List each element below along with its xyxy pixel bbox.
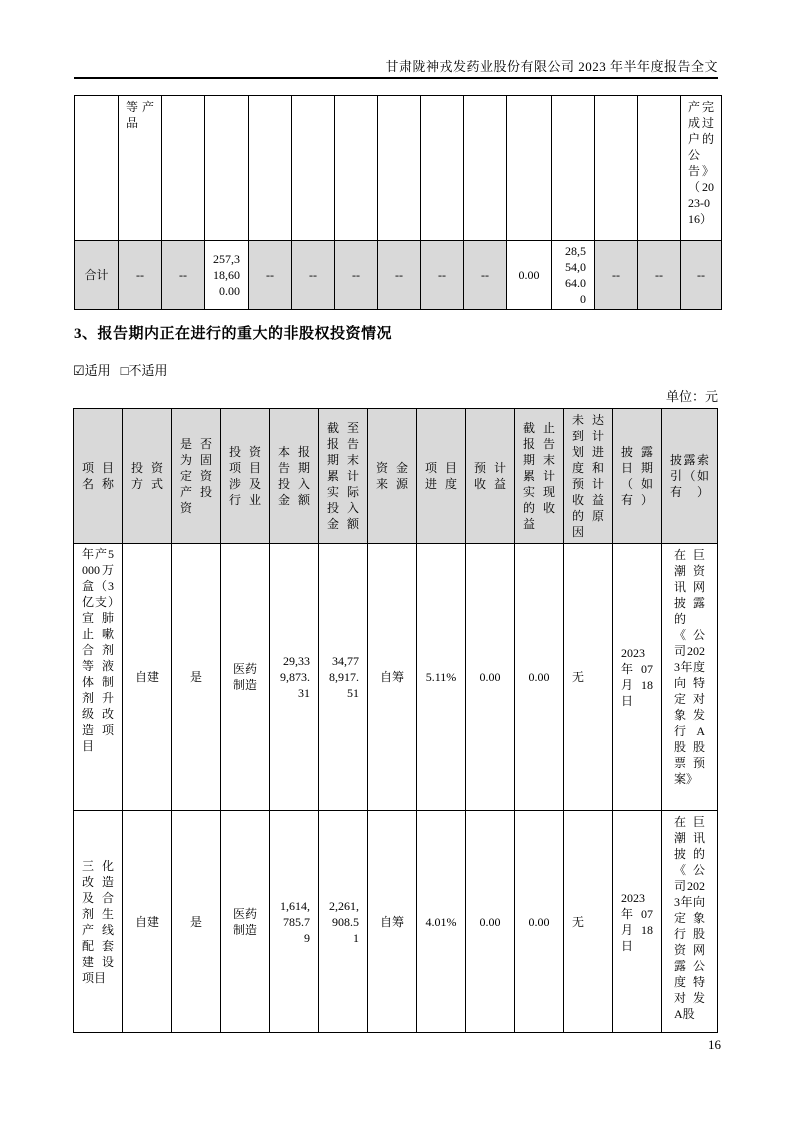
- investment-table: [73, 408, 718, 1033]
- table-cell: 自建: [123, 811, 172, 1033]
- table-cell: --: [421, 241, 464, 310]
- table-cell: --: [335, 241, 378, 310]
- table-cell: --: [162, 241, 205, 310]
- col-header-period-amount: 本报告期投入金额: [270, 409, 319, 544]
- table-cell: [162, 96, 205, 241]
- table-cell: --: [638, 241, 681, 310]
- page-number: 16: [708, 1037, 721, 1052]
- table-row: [75, 96, 722, 241]
- table-cell: 在巨潮资讯网披露的《公司2023年度向特定对象发行A股股票预案》: [662, 544, 718, 811]
- table-cell: [507, 96, 552, 241]
- table-cell: [421, 96, 464, 241]
- table-cell: --: [464, 241, 507, 310]
- table-cell: [378, 96, 421, 241]
- not-applicable-checkbox: □不适用: [120, 363, 168, 378]
- table-cell: 4.01%: [417, 811, 466, 1033]
- table-cell: 年产5000万盒（3亿支）宣肺止嗽合剂等液体制剂升级改造项目: [74, 544, 123, 811]
- header-rule: [74, 77, 718, 79]
- col-header-investment-method: 投资方式: [123, 409, 172, 544]
- table-cell: --: [595, 241, 638, 310]
- table-cell: [205, 96, 249, 241]
- table-cell: --: [119, 241, 162, 310]
- table-cell: 34,778,917.51: [319, 544, 368, 811]
- table-cell: 1,614,785.79: [270, 811, 319, 1033]
- report-title: 甘肃陇神戎发药业股份有限公司 2023 年半年度报告全文: [385, 59, 718, 74]
- table-cell: 医药制造: [221, 811, 270, 1033]
- table-cell: 无: [564, 544, 613, 811]
- table-cell: 自筹: [368, 544, 417, 811]
- table-row: [74, 811, 718, 1033]
- table-cell: [292, 96, 335, 241]
- col-header-fund-source: 资金来源: [368, 409, 417, 544]
- applicable-checkbox: ☑适用: [73, 363, 111, 378]
- table-cell: 0.00: [515, 544, 564, 811]
- table-cell: 0.00: [466, 811, 515, 1033]
- table-cell: [335, 96, 378, 241]
- col-header-disclosure-date: 披露日期（如有）: [613, 409, 662, 544]
- table-cell: [595, 96, 638, 241]
- table-cell: 29,339,873.31: [270, 544, 319, 811]
- table-cell: 医药制造: [221, 544, 270, 811]
- applicable-line: [73, 360, 178, 379]
- total-row: [75, 241, 722, 310]
- table-cell: 在巨潮讯披的《公司2023年向定象行股资网露公度特对发A股: [662, 811, 718, 1033]
- table-cell: 自建: [123, 544, 172, 811]
- table-cell: 2,261,908.51: [319, 811, 368, 1033]
- total-label-cell: 合计: [75, 241, 119, 310]
- table-cell: 0.00: [466, 544, 515, 811]
- col-header-expected-income: 预计收益: [466, 409, 515, 544]
- table-cell: 257,318,600.00: [205, 241, 249, 310]
- col-header-project-name: 项目名称: [74, 409, 123, 544]
- table-cell: 无: [564, 811, 613, 1033]
- table-cell: [75, 96, 119, 241]
- col-header-cumulative-amount: 截至报告期末累计实际投入金额: [319, 409, 368, 544]
- table-cell: 自筹: [368, 811, 417, 1033]
- table-cell: 28,554,064.00: [552, 241, 595, 310]
- table-cell: 2023 年 07 月 18 日: [613, 544, 662, 811]
- col-header-reason: 未达到计划进度和预计收益的原因: [564, 409, 613, 544]
- table-cell: 三化改造及合剂生产线配套建设项目: [74, 811, 123, 1033]
- table-cell: 产完成过户的公告》（2023-016）: [681, 96, 722, 241]
- col-header-industry: 投资项目涉及行业: [221, 409, 270, 544]
- table-cell: 0.00: [515, 811, 564, 1033]
- section-heading: 3、报告期内正在进行的重大的非股权投资情况: [74, 326, 393, 342]
- table-cell: --: [378, 241, 421, 310]
- table-row: [74, 544, 718, 811]
- summary-table: [74, 95, 722, 310]
- table-cell: [552, 96, 595, 241]
- col-header-realized-income: 截止报告期末累计实现的收益: [515, 409, 564, 544]
- table-cell: 2023 年 07 月 18 日: [613, 811, 662, 1033]
- table-cell: 等产品: [119, 96, 162, 241]
- col-header-progress: 项目进度: [417, 409, 466, 544]
- table-cell: 是: [172, 544, 221, 811]
- col-header-fixed-asset: 是否为固定资产投资: [172, 409, 221, 544]
- table-cell: 是: [172, 811, 221, 1033]
- table-cell: [638, 96, 681, 241]
- table-cell: --: [292, 241, 335, 310]
- unit-label: 单位：元: [665, 389, 718, 404]
- table-cell: [249, 96, 292, 241]
- table-cell: 0.00: [507, 241, 552, 310]
- table-cell: --: [249, 241, 292, 310]
- header-row: [74, 409, 718, 544]
- col-header-disclosure-index: 披露索引（如有）: [662, 409, 718, 544]
- table-cell: 5.11%: [417, 544, 466, 811]
- table-cell: --: [681, 241, 722, 310]
- table-cell: [464, 96, 507, 241]
